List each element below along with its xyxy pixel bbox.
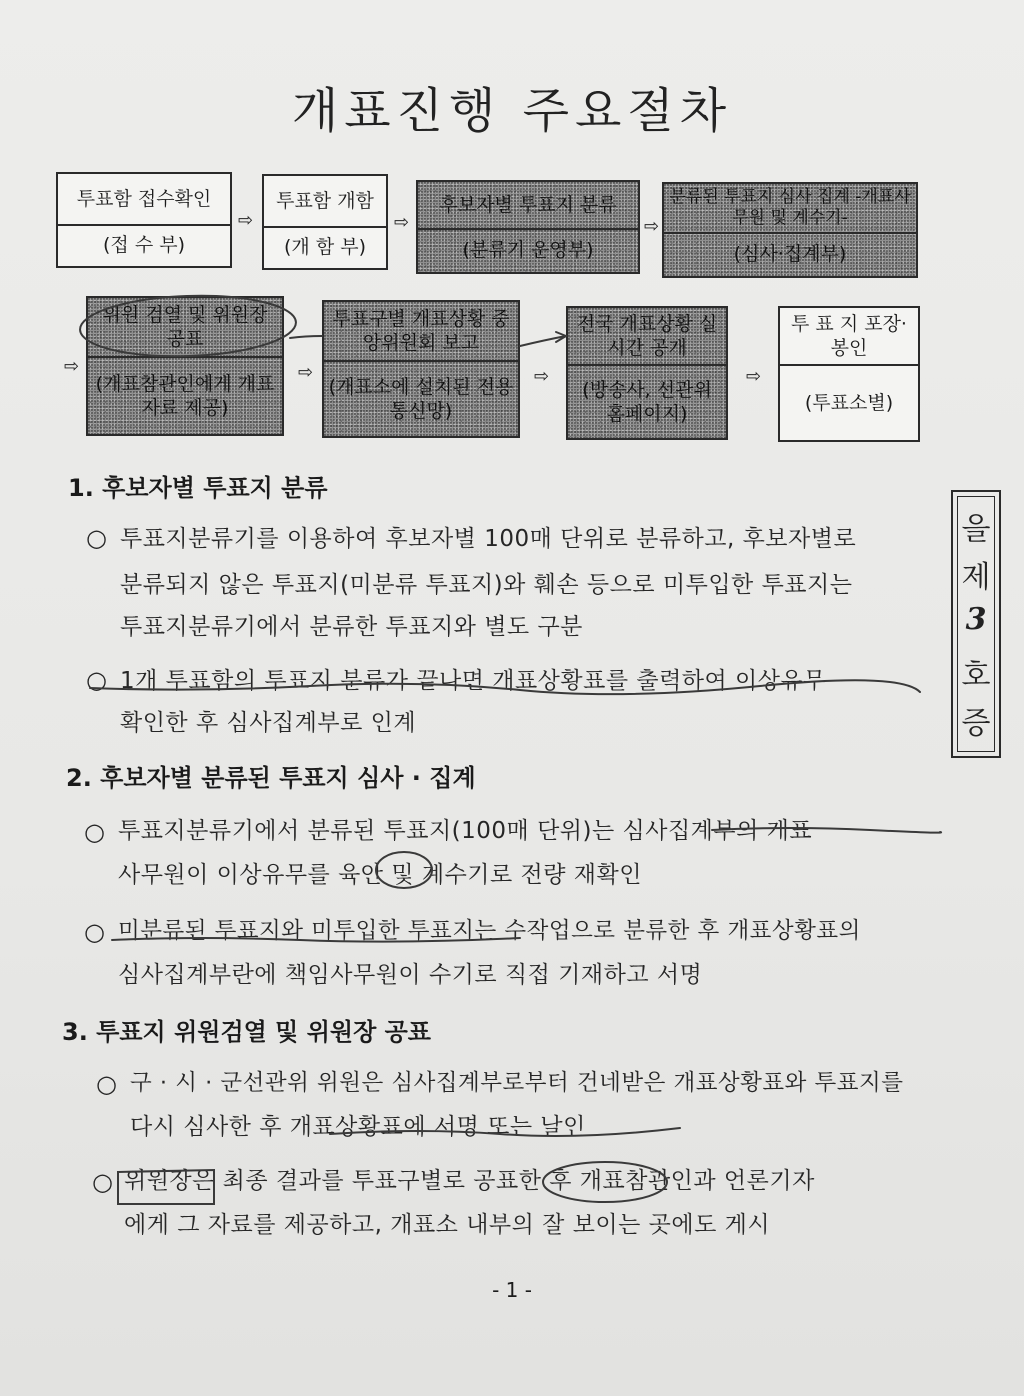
paragraph-line: 구 · 시 · 군선관위 위원은 심사집계부로부터 건네받은 개표상황표와 투표지를	[130, 1070, 904, 1096]
flow-box-dept: (심사·집계부)	[733, 243, 847, 265]
stamp-char: 호	[961, 658, 991, 693]
arrow-icon: ⇨	[746, 366, 762, 387]
flow-box-label: 투표함 접수확인	[58, 174, 230, 226]
paragraph-line: 1개 투표함의 투표지 분류가 끝나면 개표상황표를 출력하여 이상유무	[120, 668, 826, 694]
bullet-icon: ○	[84, 818, 105, 846]
flow-box-dept: (투표소별)	[804, 392, 894, 414]
flow-box-dept: (접 수 부)	[103, 234, 185, 256]
page-number: - 1 -	[492, 1278, 532, 1302]
bullet-icon: ○	[86, 666, 107, 694]
paragraph-line: 미분류된 투표지와 미투입한 투표지는 수작업으로 분류한 후 개표상황표의	[118, 918, 861, 944]
arrow-icon: ⇨	[298, 362, 314, 383]
flow-box-seal	[778, 306, 920, 442]
flow-box-dept: (분류기 운영부)	[462, 239, 594, 261]
paragraph-line: 심사집계부란에 책임사무원이 수기로 직접 기재하고 서명	[118, 962, 703, 988]
bullet-icon: ○	[84, 918, 105, 946]
bullet-icon: ○	[86, 524, 107, 552]
flow-box-inspect	[86, 296, 284, 436]
flow-box-label: 투표구별 개표상황 중앙위원회 보고	[324, 302, 518, 362]
arrow-icon: ⇨	[64, 356, 80, 377]
flow-box-label: 위원 검열 및 위원장 공표	[88, 298, 282, 358]
flow-box-publish	[566, 306, 728, 440]
flow-box-dept: (개표참관인에게 개표자료 제공)	[95, 373, 275, 419]
arrow-icon: ⇨	[238, 210, 254, 231]
flow-box-count	[662, 182, 918, 278]
bullet-icon: ○	[92, 1168, 113, 1196]
flow-box-sort	[416, 180, 640, 274]
page-title: 개표진행 주요절차	[291, 83, 733, 139]
arrow-icon: ⇨	[394, 212, 410, 233]
paragraph-line: 에게 그 자료를 제공하고, 개표소 내부의 잘 보이는 곳에도 게시	[124, 1212, 771, 1238]
flow-box-label: 투표함 개함	[264, 176, 386, 228]
flow-box-dept: (개 함 부)	[284, 236, 366, 258]
section-heading: 1. 후보자별 투표지 분류	[68, 474, 328, 502]
paragraph-line: 위원장은 최종 결과를 투표구별로 공표한 후 개표참관인과 언론기자	[124, 1168, 815, 1194]
section-heading: 3. 투표지 위원검열 및 위원장 공표	[62, 1018, 431, 1046]
stamp-char: 증	[961, 706, 991, 741]
section-heading: 2. 후보자별 분류된 투표지 심사 · 집계	[66, 764, 476, 792]
paragraph-line: 분류되지 않은 투표지(미분류 투표지)와 훼손 등으로 미투입한 투표지는	[120, 572, 853, 598]
paragraph-line: 투표지분류기에서 분류된 투표지(100매 단위)는 심사집계부의 개표	[118, 818, 813, 844]
flow-box-label: 분류된 투표지 심사 집계 -개표사무원 및 계수기-	[664, 184, 916, 234]
bullet-icon: ○	[96, 1070, 117, 1098]
flow-box-label: 후보자별 투표지 분류	[418, 182, 638, 230]
stamp-char: 3	[965, 602, 987, 637]
paragraph-line: 투표지분류기에서 분류한 투표지와 별도 구분	[120, 614, 583, 640]
arrow-icon: ⇨	[534, 366, 550, 387]
paragraph-line: 투표지분류기를 이용하여 후보자별 100매 단위로 분류하고, 후보자별로	[120, 526, 857, 552]
evidence-stamp	[951, 490, 1001, 758]
flow-box-label: 투 표 지 포장·봉인	[780, 308, 918, 366]
paragraph-line: 다시 심사한 후 개표상황표에 서명 또는 날인	[130, 1114, 586, 1140]
arrow-icon: ⇨	[644, 216, 660, 237]
flow-box-dept: (방송사, 선관위 홈페이지)	[582, 379, 712, 425]
stamp-char: 제	[961, 560, 991, 595]
flow-box-receipt	[56, 172, 232, 268]
flow-box-report	[322, 300, 520, 438]
stamp-char: 을	[961, 512, 991, 547]
paragraph-line: 사무원이 이상유무를 육안 및 계수기로 전량 재확인	[118, 862, 642, 888]
flow-box-label: 전국 개표상황 실시간 공개	[568, 308, 726, 366]
paragraph-line: 확인한 후 심사집계부로 인계	[120, 710, 417, 736]
flow-box-dept: (개표소에 설치된 전용통신망)	[328, 376, 514, 422]
flow-box-open	[262, 174, 388, 270]
